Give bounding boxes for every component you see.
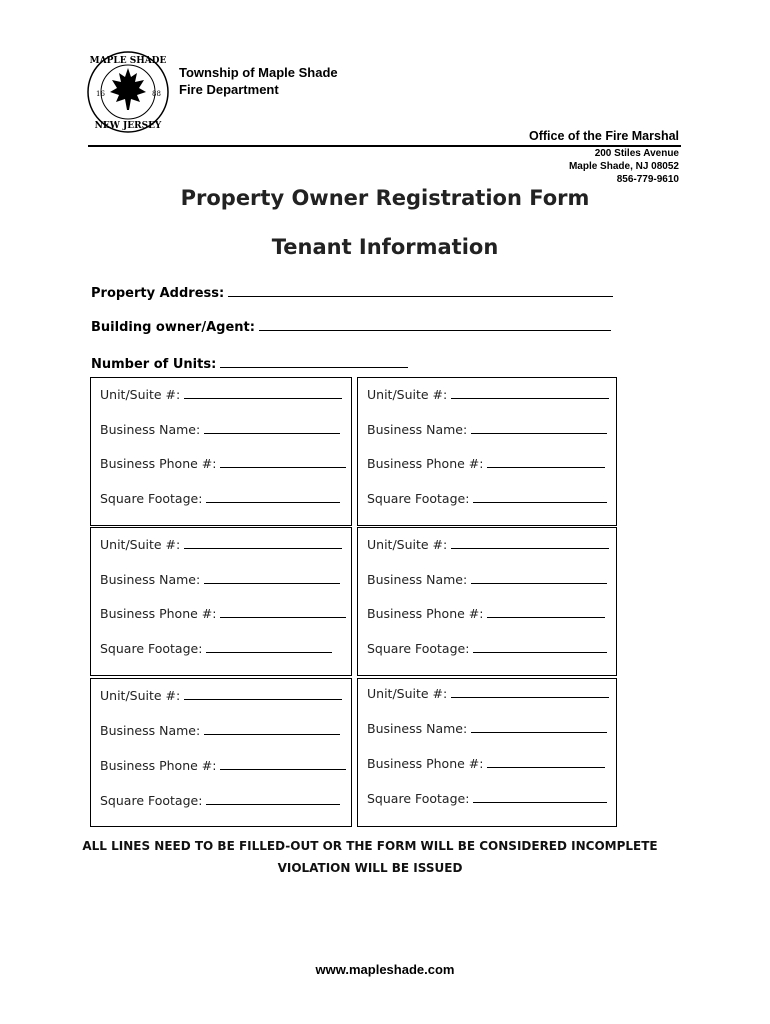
square-footage-label: Square Footage:: [100, 793, 203, 808]
building-owner-line[interactable]: [259, 317, 611, 331]
org-department: Fire Department: [179, 82, 279, 97]
unit-suite-label: Unit/Suite #:: [100, 537, 181, 552]
business-phone-line[interactable]: [487, 605, 605, 618]
business-phone-label: Business Phone #:: [100, 758, 217, 773]
business-name-label: Business Name:: [100, 723, 201, 738]
building-owner-label: Building owner/Agent:: [91, 320, 255, 335]
business-name-row[interactable]: [367, 571, 607, 587]
business-phone-label: Business Phone #:: [367, 606, 484, 621]
business-phone-label: Business Phone #:: [367, 756, 484, 771]
business-phone-label: Business Phone #:: [367, 456, 484, 471]
business-phone-row[interactable]: [100, 605, 346, 621]
square-footage-line[interactable]: [473, 790, 607, 803]
business-name-row[interactable]: [367, 421, 607, 437]
office-name: Office of the Fire Marshal: [528, 129, 679, 143]
unit-suite-line[interactable]: [451, 386, 609, 399]
square-footage-line[interactable]: [206, 792, 340, 805]
business-phone-row[interactable]: [100, 757, 346, 773]
square-footage-label: Square Footage:: [367, 491, 470, 506]
square-footage-row[interactable]: [367, 790, 607, 806]
address-phone: 856-779-9610: [616, 174, 679, 185]
business-name-row[interactable]: [100, 571, 340, 587]
building-owner-field[interactable]: [91, 317, 611, 335]
unit-suite-label: Unit/Suite #:: [100, 387, 181, 402]
square-footage-label: Square Footage:: [367, 791, 470, 806]
warning-notice: ALL LINES NEED TO BE FILLED-OUT OR THE FORM WILL BE CONSIDERED INCOMPLETE: [82, 839, 658, 853]
unit-suite-row[interactable]: [367, 536, 609, 552]
property-address-field[interactable]: [91, 283, 613, 301]
business-name-line[interactable]: [471, 571, 607, 584]
unit-suite-line[interactable]: [184, 536, 342, 549]
business-name-label: Business Name:: [100, 572, 201, 587]
business-name-row[interactable]: [100, 722, 340, 738]
number-of-units-label: Number of Units:: [91, 357, 217, 372]
property-address-line[interactable]: [228, 283, 613, 297]
square-footage-label: Square Footage:: [100, 491, 203, 506]
address-city: Maple Shade, NJ 08052: [568, 161, 679, 172]
square-footage-row[interactable]: [100, 792, 340, 808]
unit-suite-row[interactable]: [367, 685, 609, 701]
square-footage-label: Square Footage:: [100, 641, 203, 656]
unit-suite-row[interactable]: [100, 687, 342, 703]
square-footage-row[interactable]: [367, 640, 607, 656]
office-address: [569, 147, 679, 186]
address-street: 200 Stiles Avenue: [594, 148, 679, 159]
business-name-row[interactable]: [100, 421, 340, 437]
business-phone-row[interactable]: [367, 755, 605, 771]
unit-suite-label: Unit/Suite #:: [367, 537, 448, 552]
unit-suite-label: Unit/Suite #:: [367, 387, 448, 402]
org-name: Township of Maple Shade: [179, 65, 338, 80]
unit-box: [357, 377, 617, 526]
unit-suite-label: Unit/Suite #:: [100, 688, 181, 703]
unit-box: [90, 377, 352, 526]
unit-suite-line[interactable]: [184, 386, 342, 399]
business-name-line[interactable]: [471, 720, 607, 733]
square-footage-line[interactable]: [206, 640, 332, 653]
business-name-line[interactable]: [471, 421, 607, 434]
business-name-label: Business Name:: [367, 422, 468, 437]
business-phone-label: Business Phone #:: [100, 606, 217, 621]
svg-text:MAPLE SHADE: MAPLE SHADE: [89, 56, 167, 66]
maple-leaf-seal-icon: [86, 50, 170, 134]
unit-suite-line[interactable]: [184, 687, 342, 700]
business-name-label: Business Name:: [367, 572, 468, 587]
business-name-line[interactable]: [204, 421, 340, 434]
business-phone-label: Business Phone #:: [100, 456, 217, 471]
unit-suite-line[interactable]: [451, 685, 609, 698]
unit-suite-row[interactable]: [100, 386, 342, 402]
township-seal: [86, 50, 170, 134]
business-phone-line[interactable]: [220, 605, 346, 618]
business-phone-row[interactable]: [100, 455, 346, 471]
property-address-label: Property Address:: [91, 286, 225, 301]
square-footage-line[interactable]: [473, 490, 607, 503]
unit-box: [357, 527, 617, 676]
square-footage-row[interactable]: [100, 490, 340, 506]
business-phone-row[interactable]: [367, 605, 605, 621]
organization-heading: [179, 64, 338, 98]
business-name-label: Business Name:: [100, 422, 201, 437]
business-phone-line[interactable]: [220, 757, 346, 770]
unit-suite-row[interactable]: [100, 536, 342, 552]
website-footer: www.mapleshade.com: [315, 962, 455, 977]
square-footage-row[interactable]: [367, 490, 607, 506]
unit-suite-line[interactable]: [451, 536, 609, 549]
unit-suite-label: Unit/Suite #:: [367, 686, 448, 701]
business-phone-line[interactable]: [220, 455, 346, 468]
svg-text:16: 16: [96, 90, 105, 98]
square-footage-row[interactable]: [100, 640, 332, 656]
business-name-row[interactable]: [367, 720, 607, 736]
number-of-units-field[interactable]: [91, 354, 408, 372]
violation-notice: VIOLATION WILL BE ISSUED: [277, 861, 463, 875]
square-footage-line[interactable]: [206, 490, 340, 503]
unit-box: [90, 678, 352, 827]
unit-box: [357, 678, 617, 827]
form-title: Property Owner Registration Form: [180, 186, 590, 210]
business-name-line[interactable]: [204, 571, 340, 584]
business-phone-line[interactable]: [487, 755, 605, 768]
number-of-units-line[interactable]: [220, 354, 408, 368]
form-subtitle: Tenant Information: [271, 235, 499, 259]
business-name-label: Business Name:: [367, 721, 468, 736]
square-footage-label: Square Footage:: [367, 641, 470, 656]
unit-suite-row[interactable]: [367, 386, 609, 402]
unit-box: [90, 527, 352, 676]
business-name-line[interactable]: [204, 722, 340, 735]
svg-text:88: 88: [152, 90, 161, 98]
square-footage-line[interactable]: [473, 640, 607, 653]
business-phone-row[interactable]: [367, 455, 605, 471]
svg-text:NEW JERSEY: NEW JERSEY: [94, 121, 162, 131]
business-phone-line[interactable]: [487, 455, 605, 468]
